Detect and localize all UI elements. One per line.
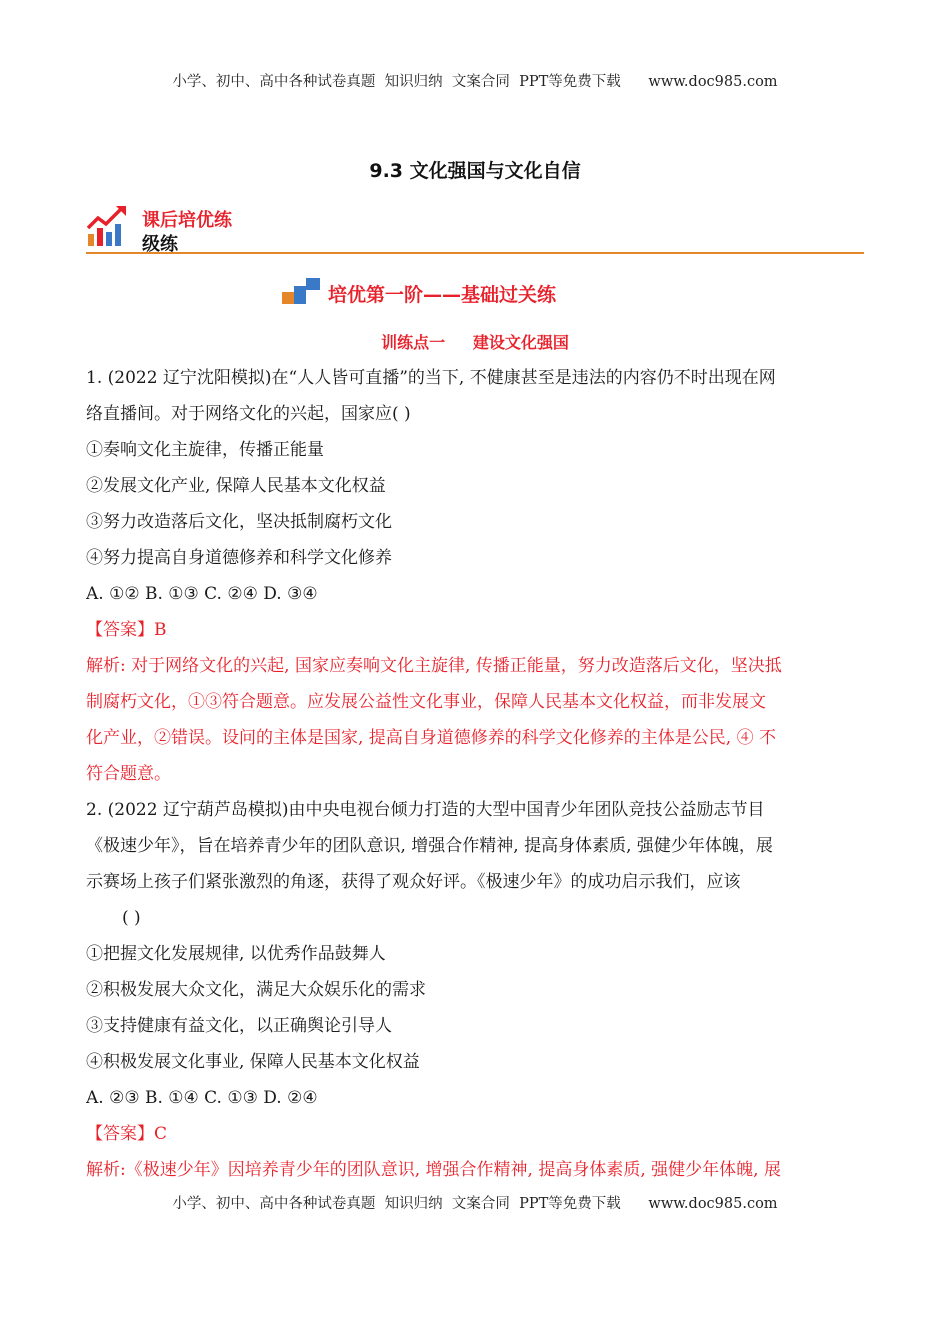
option-line: ④积极发展文化事业, 保障人民基本文化权益 xyxy=(86,1052,420,1072)
option-line: ②发展文化产业, 保障人民基本文化权益 xyxy=(86,476,386,496)
analysis-line: 化产业，②错误。设问的主体是国家, 提高自身道德修养的科学文化修养的主体是公民, ④ 不 xyxy=(86,728,777,748)
question-stem-line: 《极速少年》，旨在培养青少年的团队意识, 增强合作精神, 提高身体素质, 强健少年体魄，展 xyxy=(86,836,773,856)
option-line: ④努力提高自身道德修养和科学文化修养 xyxy=(86,548,392,568)
option-line: ③支持健康有益文化，以正确舆论引导人 xyxy=(86,1016,392,1036)
training-point-title: 训练点一 建设文化强国 xyxy=(381,333,569,352)
analysis-line: 解析: 对于网络文化的兴起, 国家应奏响文化主旋律, 传播正能量，努力改造落后文化，坚决抵 xyxy=(86,656,782,676)
question-content xyxy=(86,360,864,1188)
page-footer: 小学、初中、高中各种试卷真题 知识归纳 文案合同 PPT等免费下载 www.doc985.com xyxy=(172,1196,778,1212)
page-header: 小学、初中、高中各种试卷真题 知识归纳 文案合同 PPT等免费下载 www.doc985.com xyxy=(172,74,778,90)
analysis-line: 符合题意。 xyxy=(86,764,171,784)
analysis-line: 解析:《极速少年》因培养青少年的团队意识, 增强合作精神, 提高身体素质, 强健少年体魄, 展 xyxy=(86,1160,781,1180)
answer-value: B xyxy=(154,620,167,640)
choices-line: A. ①② B. ①③ C. ②④ D. ③④ xyxy=(86,584,318,604)
answer-line xyxy=(86,1116,864,1152)
choices-line: A. ②③ B. ①④ C. ①③ D. ②④ xyxy=(86,1088,318,1108)
section-header xyxy=(86,198,864,256)
answer-value: C xyxy=(154,1124,168,1144)
question-1 xyxy=(86,360,864,792)
option-line: ①把握文化发展规律, 以优秀作品鼓舞人 xyxy=(86,944,386,964)
growth-chart-icon xyxy=(86,204,130,248)
option-line: ①奏响文化主旋律，传播正能量 xyxy=(86,440,324,460)
question-stem-line: ( ) xyxy=(122,908,141,928)
question-stem-line: 示赛场上孩子们紧张激烈的角逐，获得了观众好评。《极速少年》的成功启示我们，应该 xyxy=(86,872,741,892)
answer-line xyxy=(86,612,864,648)
question-stem-line: 2. (2022 辽宁葫芦岛模拟)由中央电视台倾力打造的大型中国青少年团队竞技公益励志节目 xyxy=(86,800,765,820)
answer-label: 【答案】 xyxy=(86,1124,154,1144)
analysis-line: 制腐朽文化，①③符合题意。应发展公益性文化事业，保障人民基本文化权益，而非发展文 xyxy=(86,692,766,712)
stairs-icon xyxy=(282,278,322,304)
option-line: ③努力改造落后文化，坚决抵制腐朽文化 xyxy=(86,512,392,532)
question-stem-line: 络直播间。对于网络文化的兴起，国家应( ) xyxy=(86,404,411,424)
page-title: 9.3 文化强国与文化自信 xyxy=(369,160,581,182)
question-stem-line: 1. (2022 辽宁沈阳模拟)在“人人皆可直播”的当下, 不健康甚至是违法的内容仍不时出现在网 xyxy=(86,368,776,388)
section-subtitle: 级练 xyxy=(142,234,178,252)
section-divider xyxy=(86,252,864,254)
question-2 xyxy=(86,792,864,1188)
stage-title: 培优第一阶——基础过关练 xyxy=(328,284,557,306)
option-line: ②积极发展大众文化，满足大众娱乐化的需求 xyxy=(86,980,426,1000)
section-title: 课后培优练 xyxy=(142,210,232,231)
answer-label: 【答案】 xyxy=(86,620,154,640)
